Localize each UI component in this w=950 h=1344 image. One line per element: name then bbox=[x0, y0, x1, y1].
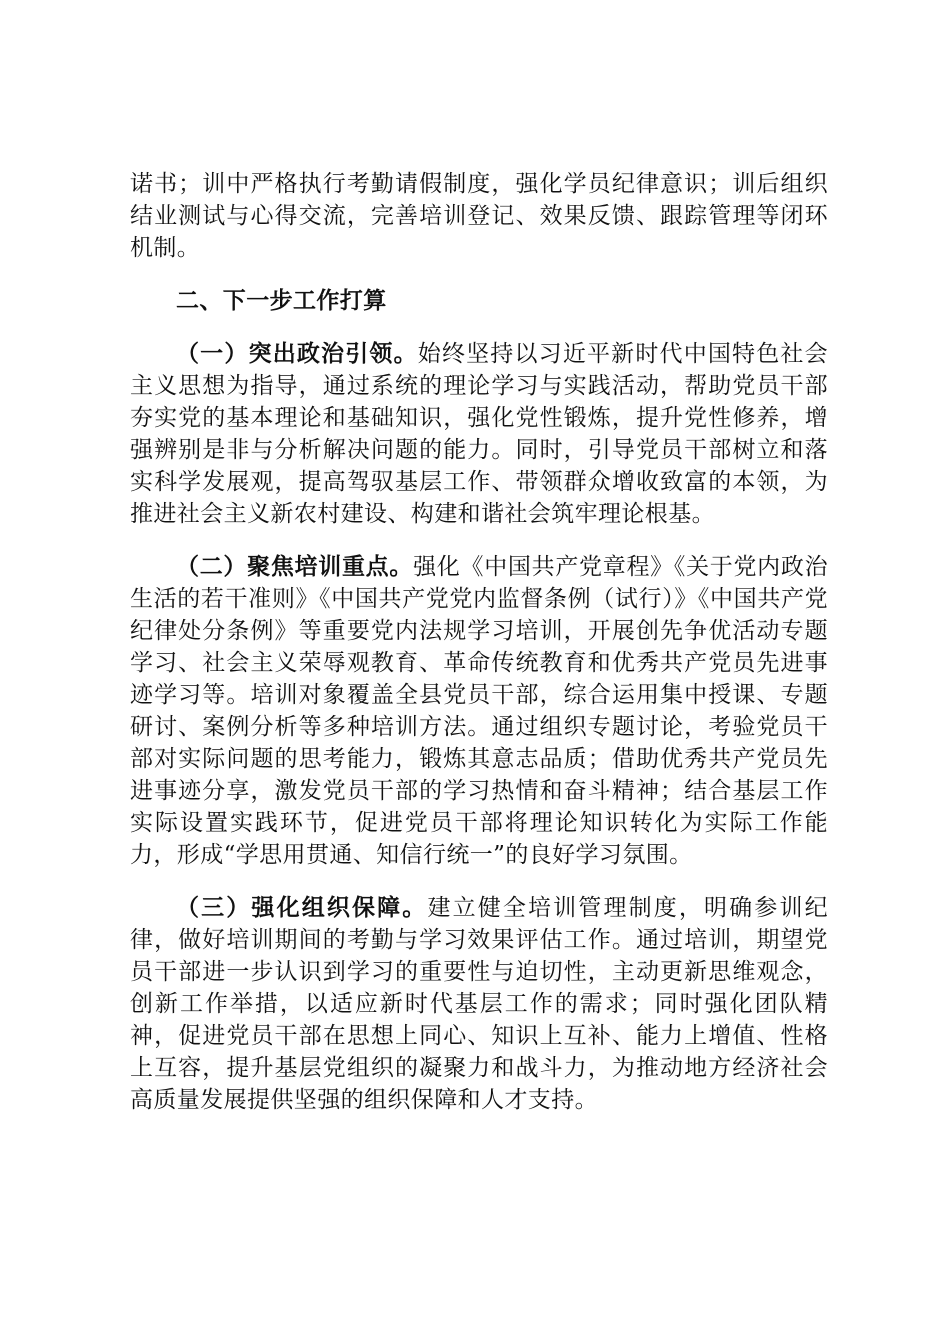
paragraph-political-guidance bbox=[130, 338, 828, 530]
paragraph-organizational-support bbox=[130, 892, 828, 1116]
paragraph-training-focus bbox=[130, 551, 828, 871]
paragraph-lead-1: （一）突出政治引领。 bbox=[176, 340, 418, 367]
continued-paragraph: 诺书；训中严格执行考勤请假制度，强化学员纪律意识；训后组织结业测试与心得交流，完善培训登记、效果反馈、跟踪管理等闭环机制。 bbox=[130, 171, 828, 261]
paragraph-body-1: 始终坚持以习近平新时代中国特色社会主义思想为指导，通过系统的理论学习与实践活动，帮助党员干部夯实党的基本理论和基础知识，强化党性锻炼，提升党性修养，增强辨别是非与分析解决问题的能力。同时，引导党员干部树立和落实科学发展观，提高驾驭基层工作、带领群众增收致富的本领，为推进社会主义新农村建设、构建和谐社会筑牢理论根基。 bbox=[130, 341, 828, 527]
paragraph-body-2: 强化《中国共产党章程》《关于党内政治生活的若干准则》《中国共产党党内监督条例（试行）》《中国共产党纪律处分条例》等重要党内法规学习培训，开展创先争优活动专题学习、社会主义荣辱观教育、革命传统教育和优秀共产党员先进事迹学习等。培训对象覆盖全县党员干部，综合运用集中授课、专题研讨、案例分析等多种培训方法。通过组织专题讨论，考验党员干部对实际问题的思考能力，锻炼其意志品质；借助优秀共产党员先进事迹分享，激发党员干部的学习热情和奋斗精神；结合基层工作实际设置实践环节，促进党员干部将理论知识转化为实际工作能力，形成“学思用贯通、知信行统一”的良好学习氛围。 bbox=[130, 554, 829, 868]
paragraph-lead-2: （二）聚焦培训重点。 bbox=[176, 553, 414, 580]
paragraph-body-3: 建立健全培训管理制度，明确参训纪律，做好培训期间的考勤与学习效果评估工作。通过培训，期望党员干部进一步认识到学习的重要性与迫切性，主动更新思维观念，创新工作举措，以适应新时代基层工作的需求；同时强化团队精神，促进党员干部在思想上同心、知识上互补、能力上增值、性格上互容，提升基层党组织的凝聚力和战斗力，为推动地方经济社会高质量发展提供坚强的组织保障和人才支持。 bbox=[130, 895, 828, 1113]
section-heading: 二、下一步工作打算 bbox=[176, 287, 387, 314]
paragraph-lead-3: （三）强化组织保障。 bbox=[176, 894, 428, 921]
document-body bbox=[130, 168, 828, 1137]
